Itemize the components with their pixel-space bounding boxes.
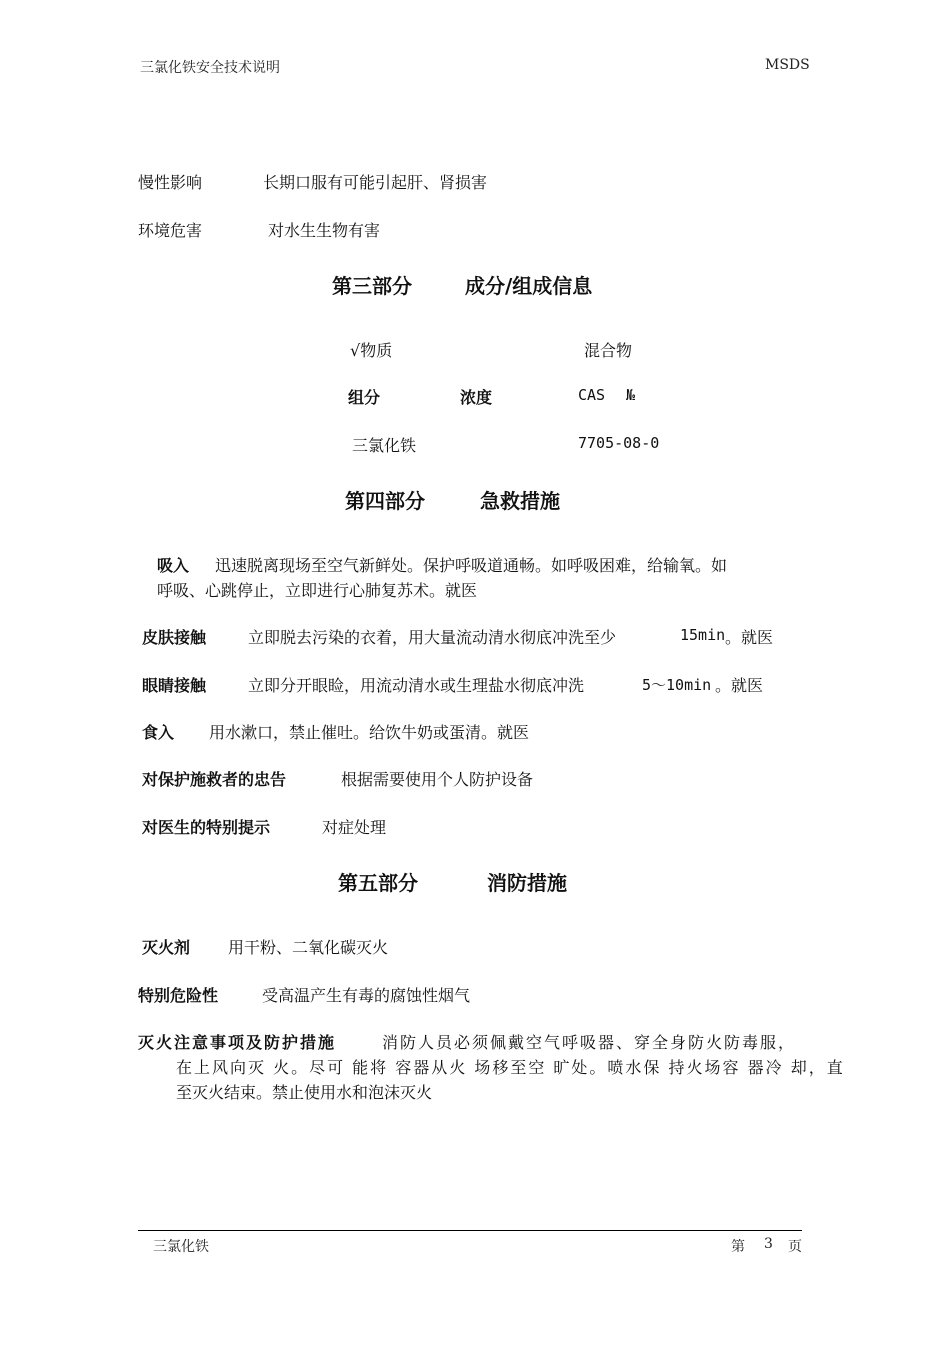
col-cas: CAS xyxy=(578,386,606,404)
notes-line2: 在上风向灭 火。尽可 能将 容器从火 场移至空 旷处。喷水保 持火场容 器冷 却，直 xyxy=(176,1058,845,1077)
env-label: 环境危害 xyxy=(138,221,203,240)
mixture-label: 混合物 xyxy=(584,341,633,360)
footer-title: 三氯化铁 xyxy=(153,1239,209,1255)
inhale-text-line1: 迅速脱离现场至空气新鲜处。保护呼吸道通畅。如呼吸困难，给输氧。如 xyxy=(215,556,728,575)
agent-text: 用干粉、二氧化碳灭火 xyxy=(228,938,389,957)
ingest-label: 食入 xyxy=(142,723,175,742)
chronic-value: 长期口服有可能引起肝、肾损害 xyxy=(263,173,488,192)
doctor-text: 对症处理 xyxy=(322,818,387,837)
section5-title-name: 消防措施 xyxy=(487,871,567,895)
section4-title-part: 第四部分 xyxy=(345,489,425,513)
notes-line1: 消防人员必须佩戴空气呼吸器、穿全身防火防毒服， xyxy=(382,1033,797,1052)
skin-tail: 。就医 xyxy=(725,628,774,647)
inhale-label: 吸入 xyxy=(157,556,190,575)
section3-title-name: 成分/组成信息 xyxy=(465,274,593,298)
footer-page-number: 3 xyxy=(764,1236,773,1252)
col-concentration: 浓度 xyxy=(460,388,493,407)
footer-divider xyxy=(138,1230,802,1231)
chronic-label: 慢性影响 xyxy=(138,173,203,192)
hazard-label: 特别危险性 xyxy=(138,986,219,1005)
section3-title-part: 第三部分 xyxy=(332,274,412,298)
eye-time: 5～10min xyxy=(642,676,712,694)
section4-title-name: 急救措施 xyxy=(480,489,560,513)
section5-title-part: 第五部分 xyxy=(338,871,418,895)
hazard-text: 受高温产生有毒的腐蚀性烟气 xyxy=(262,986,471,1005)
skin-time: 15min xyxy=(680,626,726,644)
header-title: 三氯化铁安全技术说明 xyxy=(140,60,280,76)
col-component: 组分 xyxy=(348,388,381,407)
ingest-text: 用水漱口，禁止催吐。给饮牛奶或蛋清。就医 xyxy=(209,723,530,742)
substance-checkbox-label: √物质 xyxy=(350,341,393,360)
inhale-text-line2: 呼吸、心跳停止，立即进行心肺复苏术。就医 xyxy=(157,581,478,600)
rescuer-text: 根据需要使用个人防护设备 xyxy=(341,770,534,789)
eye-tail: 。就医 xyxy=(715,676,764,695)
notes-line3: 至灭火结束。禁止使用水和泡沫灭火 xyxy=(176,1083,433,1102)
header-msds: MSDS xyxy=(765,57,810,73)
skin-text: 立即脱去污染的衣着，用大量流动清水彻底冲洗至少 xyxy=(248,628,617,647)
row-cas: 7705-08-0 xyxy=(578,434,660,452)
rescuer-label: 对保护施救者的忠告 xyxy=(142,770,287,789)
footer-page-prefix: 第 xyxy=(731,1239,745,1255)
doctor-label: 对医生的特别提示 xyxy=(142,818,271,837)
footer-page-suffix: 页 xyxy=(788,1239,802,1255)
agent-label: 灭火剂 xyxy=(142,938,191,957)
row-component: 三氯化铁 xyxy=(352,436,417,455)
eye-label: 眼睛接触 xyxy=(142,676,207,695)
env-value: 对水生生物有害 xyxy=(268,221,381,240)
notes-label: 灭火注意事项及防护措施 xyxy=(138,1033,337,1052)
col-no: № xyxy=(626,386,636,404)
skin-label: 皮肤接触 xyxy=(142,628,207,647)
eye-text: 立即分开眼睑，用流动清水或生理盐水彻底冲洗 xyxy=(248,676,585,695)
